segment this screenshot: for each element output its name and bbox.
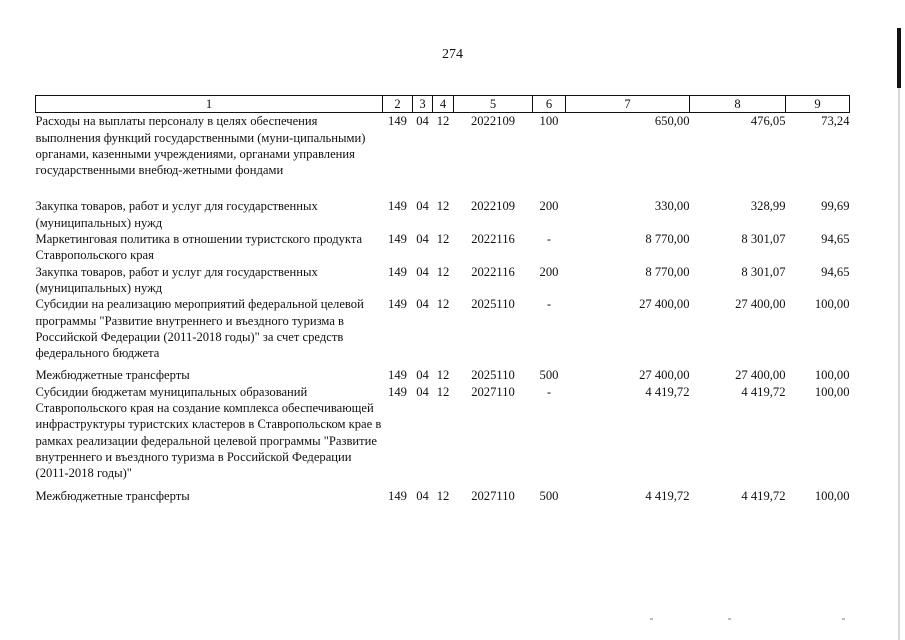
row-name: Межбюджетные трансферты <box>35 488 190 503</box>
cell-code: 149 <box>388 384 407 399</box>
header-cell: 9 <box>786 96 850 113</box>
cell-actual: 476,05 <box>750 114 786 129</box>
table-row <box>36 113 850 179</box>
scan-speck <box>650 618 653 620</box>
header-cell: 1 <box>36 96 383 113</box>
cell-section: 04 <box>416 114 429 129</box>
cell-code: 149 <box>388 199 407 214</box>
row-name: Закупка товаров, работ и услуг для государственных (муниципальных) нужд <box>35 199 318 230</box>
cell-subsection: 12 <box>436 199 450 214</box>
cell-expense-type: 500 <box>539 488 559 503</box>
row-name: Субсидии на реализацию мероприятий федеральной целевой программы "Развитие внутреннего и въездного туризма в Российской Федерации (2011-2018 годы)" за счет средств федерального бюджета <box>35 297 364 361</box>
cell-target-article: 2025110 <box>471 297 515 312</box>
row-name: Маркетинговая политика в отношении туристского продукта Ставропольского края <box>35 232 363 263</box>
cell-expense-type: - <box>546 384 552 399</box>
cell-subsection: 12 <box>436 297 450 312</box>
cell-code: 149 <box>388 114 407 129</box>
cell-expense-type: 500 <box>539 368 559 383</box>
cell-planned: 330,00 <box>654 199 690 214</box>
table-row <box>36 488 850 504</box>
cell-code: 149 <box>388 264 407 279</box>
cell-actual: 328,99 <box>750 199 786 214</box>
cell-actual: 27 400,00 <box>735 297 786 312</box>
cell-section: 04 <box>416 488 429 503</box>
cell-expense-type: - <box>546 297 552 312</box>
cell-actual: 4 419,72 <box>741 488 786 503</box>
header-cell: 4 <box>433 96 454 113</box>
cell-code: 149 <box>388 368 407 383</box>
cell-percent: 99,69 <box>821 199 850 214</box>
table-row <box>36 231 850 264</box>
cell-percent: 100,00 <box>814 488 850 503</box>
header-cell: 2 <box>383 96 413 113</box>
cell-planned: 8 770,00 <box>645 264 690 279</box>
cell-code: 149 <box>388 297 407 312</box>
cell-expense-type: 200 <box>539 199 559 214</box>
cell-subsection: 12 <box>436 384 450 399</box>
cell-code: 149 <box>388 232 407 247</box>
cell-code: 149 <box>388 488 407 503</box>
row-name: Закупка товаров, работ и услуг для государственных (муниципальных) нужд <box>35 264 318 295</box>
cell-percent: 94,65 <box>821 232 850 247</box>
cell-percent: 100,00 <box>814 384 850 399</box>
table-row <box>36 384 850 482</box>
cell-actual: 27 400,00 <box>735 368 786 383</box>
cell-target-article: 2027110 <box>471 384 515 399</box>
cell-subsection: 12 <box>436 368 450 383</box>
cell-actual: 8 301,07 <box>741 264 786 279</box>
cell-subsection: 12 <box>436 488 450 503</box>
cell-percent: 100,00 <box>814 368 850 383</box>
cell-planned: 650,00 <box>654 114 690 129</box>
table-row <box>36 296 850 361</box>
page-edge-shadow <box>898 88 900 640</box>
scan-speck <box>728 618 731 620</box>
budget-table <box>35 95 850 504</box>
page-edge-mark <box>897 28 901 88</box>
cell-target-article: 2022109 <box>470 199 516 214</box>
cell-planned: 8 770,00 <box>645 232 690 247</box>
header-cell: 7 <box>566 96 690 113</box>
cell-expense-type: 100 <box>539 114 559 129</box>
row-spacer <box>36 178 850 198</box>
cell-section: 04 <box>416 232 429 247</box>
cell-target-article: 2027110 <box>471 488 515 503</box>
cell-section: 04 <box>416 199 429 214</box>
header-cell: 3 <box>413 96 433 113</box>
page-number: 274 <box>442 47 463 62</box>
table-row <box>36 367 850 383</box>
row-name: Межбюджетные трансферты <box>35 368 190 383</box>
cell-target-article: 2025110 <box>471 368 515 383</box>
cell-percent: 73,24 <box>821 114 850 129</box>
cell-planned: 4 419,72 <box>645 384 690 399</box>
cell-section: 04 <box>416 264 429 279</box>
cell-section: 04 <box>416 297 429 312</box>
cell-target-article: 2022116 <box>471 232 515 247</box>
cell-target-article: 2022116 <box>471 264 515 279</box>
cell-actual: 4 419,72 <box>741 384 786 399</box>
cell-planned: 27 400,00 <box>639 297 690 312</box>
cell-expense-type: 200 <box>539 264 559 279</box>
cell-actual: 8 301,07 <box>741 232 786 247</box>
header-cell: 5 <box>454 96 533 113</box>
cell-subsection: 12 <box>436 114 450 129</box>
table-header-row <box>36 96 850 113</box>
cell-percent: 100,00 <box>814 297 850 312</box>
table-row <box>36 264 850 297</box>
row-name: Расходы на выплаты персоналу в целях обеспечения выполнения функций государственными (муни-ципальными) органами, казенными учреждениями, органами управления государственными внебюд-жетными фондами <box>35 114 366 178</box>
cell-subsection: 12 <box>436 264 450 279</box>
header-cell: 6 <box>533 96 566 113</box>
cell-target-article: 2022109 <box>470 114 516 129</box>
cell-section: 04 <box>416 384 429 399</box>
scan-speck <box>842 618 845 620</box>
cell-subsection: 12 <box>436 232 450 247</box>
header-cell: 8 <box>690 96 786 113</box>
cell-expense-type: - <box>546 232 552 247</box>
row-name: Субсидии бюджетам муниципальных образований Ставропольского края на создание комплекса обеспечивающей инфраструктуры туристских кластеров в Ставропольском крае в рамках реализации федеральной целевой программы "Развитие внутреннего и въездного туризма в Российской Федерации (2011-2018 годы)" <box>35 384 382 481</box>
cell-planned: 4 419,72 <box>645 488 690 503</box>
table-row <box>36 198 850 231</box>
cell-planned: 27 400,00 <box>639 368 690 383</box>
cell-section: 04 <box>416 368 429 383</box>
cell-percent: 94,65 <box>821 264 850 279</box>
